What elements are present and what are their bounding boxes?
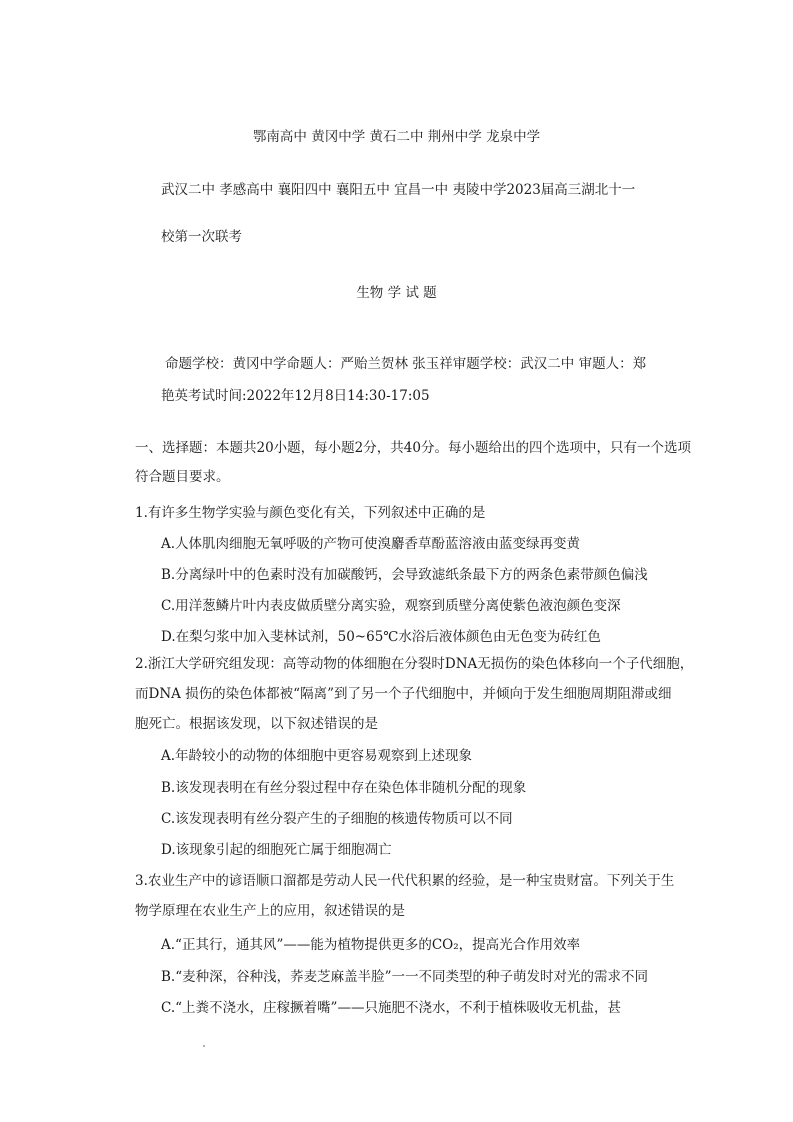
question-3-stem-line-1: 3.农业生产中的谚语顺口溜都是劳动人民一代代积累的经验，是一种宝贵财富。下列关于生 — [135, 873, 675, 889]
question-2-stem-line-3: 胞死亡。根据该发现，以下叙述错误的是 — [135, 716, 378, 732]
question-2-option-b: B.该发现表明在有丝分裂过程中存在染色体非随机分配的现象 — [161, 780, 527, 796]
section-intro-line-1: 一、选择题：本题共20小题，每小题2分，共40分。每小题给出的四个选项中，只有一个选项 — [135, 440, 691, 456]
question-1-option-d: D.在梨匀浆中加入斐林试剂，50~65℃水浴后液体颜色由无色变为砖红色 — [161, 629, 601, 645]
question-3-option-c: C.“上粪不浇水，庄稼撅着嘴”——只施肥不浇水，不利于植株吸收无机盐，甚 — [161, 1000, 621, 1016]
question-2-option-a: A.年龄较小的动物的体细胞中更容易观察到上述现象 — [161, 748, 473, 764]
header-schools-line-2: 武汉二中 孝感高中 襄阳四中 襄阳五中 宜昌一中 夷陵中学2023届高三湖北十一 — [161, 182, 636, 198]
question-1-stem: 1.有许多生物学实验与颜色变化有关，下列叙述中正确的是 — [135, 505, 486, 521]
question-2-option-c: C.该发现表明有丝分裂产生的子细胞的核遗传物质可以不同 — [161, 811, 513, 827]
scan-speck — [203, 1045, 205, 1047]
question-3-stem-line-2: 物学原理在农业生产上的应用，叙述错误的是 — [135, 903, 405, 919]
question-3-option-a: A.“正其行，通其风”——能为植物提供更多的CO₂，提高光合作用效率 — [161, 937, 581, 953]
header-schools-line-3: 校第一次联考 — [161, 229, 242, 245]
question-3-option-b: B.“麦种深，谷种浅，荞麦芝麻盖半脸”一一不同类型的种子萌发时对光的需求不同 — [161, 969, 649, 985]
exam-time-line: 艳英考试时间:2022年12月8日14:30-17:05 — [161, 388, 430, 404]
question-2-option-d: D.该现象引起的细胞死亡属于细胞凋亡 — [161, 842, 392, 858]
section-intro-line-2: 符合题目要求。 — [135, 469, 230, 485]
subject-title: 生物 学 试 题 — [356, 285, 437, 301]
question-1-option-b: B.分离绿叶中的色素时没有加碳酸钙，会导致滤纸条最下方的两条色素带颜色偏浅 — [161, 567, 648, 583]
question-2-stem-line-1: 2.浙江大学研究组发现：高等动物的体细胞在分裂时DNA无损伤的染色体移向一个子代细胞， — [135, 656, 694, 672]
author-info-line-1: 命题学校：黄冈中学命题人：严贻兰贺林 张玉祥审题学校：武汉二中 审题人：郑 — [165, 356, 647, 372]
question-2-stem-line-2: 而DNA 损伤的染色体都被“隔离”到了另一个子代细胞中，并倾向于发生细胞周期阻滞或细 — [135, 686, 672, 702]
question-1-option-a: A.人体肌肉细胞无氧呼吸的产物可使溴麝香草酚蓝溶液由蓝变绿再变黄 — [161, 536, 581, 552]
header-schools-line-1: 鄂南高中 黄冈中学 黄石二中 荆州中学 龙泉中学 — [252, 129, 541, 145]
question-1-option-c: C.用洋葱鳞片叶内表皮做质壁分离实验，观察到质壁分离使紫色液泡颜色变深 — [161, 598, 621, 614]
